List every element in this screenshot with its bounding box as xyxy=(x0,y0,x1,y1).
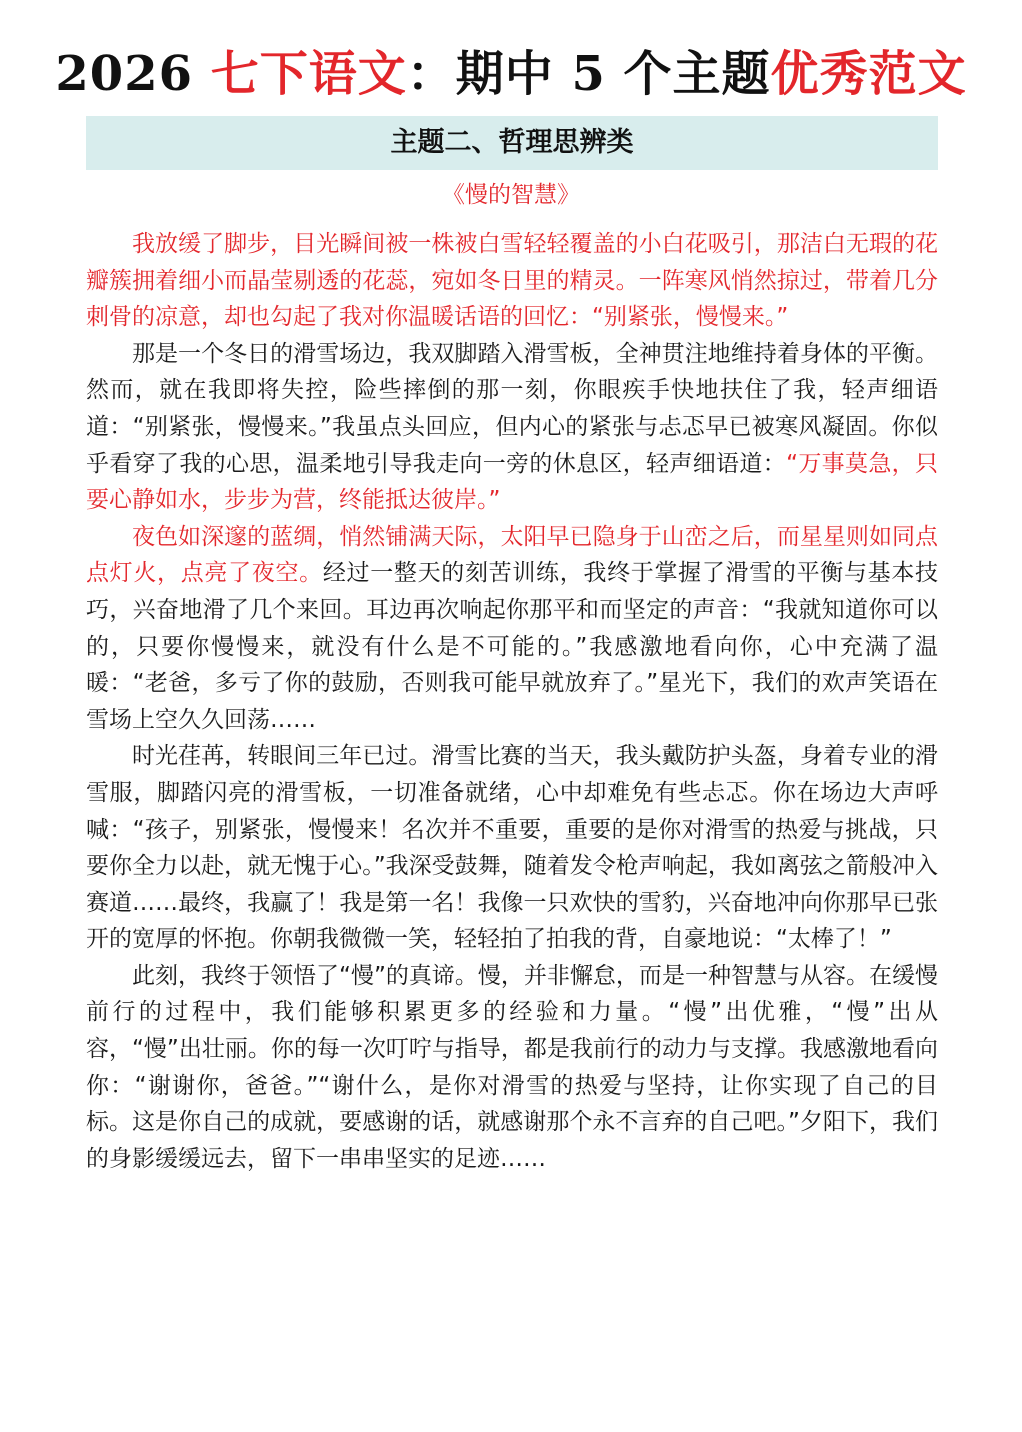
paragraph-4: 时光荏苒，转眼间三年已过。滑雪比赛的当天，我头戴防护头盔，身着专业的滑雪服，脚踏闪亮的滑雪板，一切准备就绪，心中却难免有些忐忑。你在场边大声呼喊：“孩子，别紧张，慢慢来！名次并不重要，重要的是你对滑雪的热爱与挑战，只要你全力以赴，就无愧于心。”我深受鼓舞，随着发令枪声响起，我如离弦之箭般冲入赛道……最终，我赢了！我是第一名！我像一只欢快的雪豹，兴奋地冲向你那早已张开的宽厚的怀抱。你朝我微微一笑，轻轻拍了拍我的背，自豪地说：“太棒了！” xyxy=(86,743,938,953)
title-highlight: 优秀范文 xyxy=(770,46,967,102)
paragraph-3-highlight: 夜色如深邃的蓝绸，悄然铺满天际，太阳早已隐身于山峦之后，而星星则如同点点灯火，点亮了夜空。 xyxy=(86,523,938,587)
title-year: 2026 xyxy=(55,46,211,102)
paragraph-2-highlight: “万事莫急，只要心静如水，步步为营，终能抵达彼岸。” xyxy=(86,450,939,514)
paragraph-1: 我放缓了脚步，目光瞬间被一株被白雪轻轻覆盖的小白花吸引，那洁白无瑕的花瓣簇拥着细小而晶莹剔透的花蕊，宛如冬日里的精灵。一阵寒风悄然掠过，带着几分刺骨的凉意，却也勾起了我对你温暖话语的回忆：“别紧张，慢慢来。” xyxy=(86,231,938,331)
essay-title: 《慢的智慧》 xyxy=(442,182,580,208)
paragraph-5: 此刻，我终于领悟了“慢”的真谛。慢，并非懈怠，而是一种智慧与从容。在缓慢前行的过程中，我们能够积累更多的经验和力量。“慢”出优雅，“慢”出从容，“慢”出壮丽。你的每一次叮咛与指导，都是我前行的动力与支撑。我感激地看向你：“谢谢你，爸爸。”“谢什么，是你对滑雪的热爱与坚持，让你实现了自己的目标。这是你自己的成就，要感谢的话，就感谢那个永不言弃的自己吧。”夕阳下，我们的身影缓缓远去，留下一串串坚实的足迹…… xyxy=(86,962,938,1172)
page-title xyxy=(0,38,1022,110)
title-middle: ：期中 5 个主题 xyxy=(406,46,771,102)
title-subject: 七下语文 xyxy=(210,46,407,102)
theme-heading: 主题二、哲理思辨类 xyxy=(86,116,938,170)
paragraph-3 xyxy=(86,519,938,739)
essay-body xyxy=(86,226,938,1177)
paragraph-3-text: 经过一整天的刻苦训练，我终于掌握了滑雪的平衡与基本技巧，兴奋地滑了几个来回。耳边再次响起你那平和而坚定的声音：“我就知道你可以的，只要你慢慢来，就没有什么是不可能的。”我感激地看向你，心中充满了温暖：“老爸，多亏了你的鼓励，否则我可能早就放弃了。”星光下，我们的欢声笑语在雪场上空久久回荡…… xyxy=(86,560,939,733)
paragraph-2-text: 那是一个冬日的滑雪场边，我双脚踏入滑雪板，全神贯注地维持着身体的平衡。然而，就在我即将失控，险些摔倒的那一刻，你眼疾手快地扶住了我，轻声细语道：“别紧张，慢慢来。”我虽点头回应，但内心的紧张与忐忑早已被寒风凝固。你似乎看穿了我的心思，温柔地引导我走向一旁的休息区，轻声细语道： xyxy=(86,340,938,477)
paragraph-2 xyxy=(86,336,938,519)
